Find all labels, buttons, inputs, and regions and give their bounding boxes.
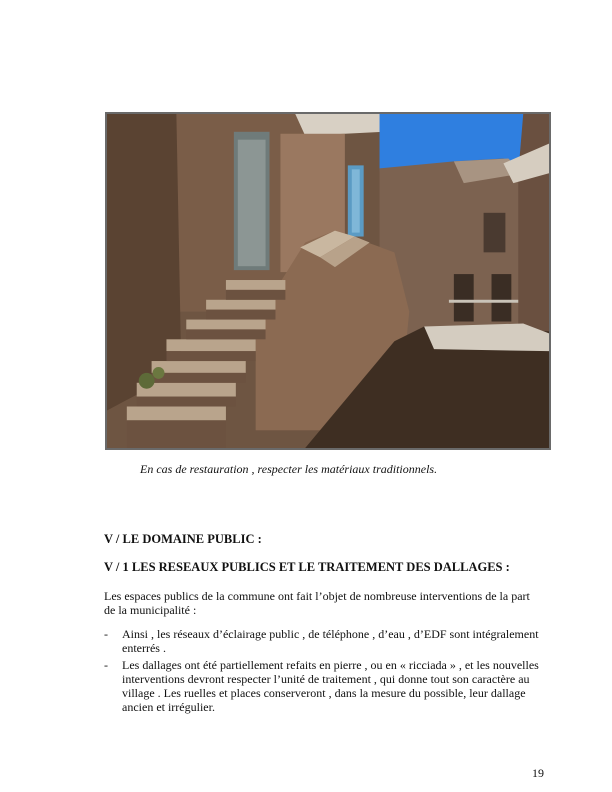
bullet-marker: -: [104, 658, 108, 672]
section-title: V / LE DOMAINE PUBLIC :: [104, 532, 262, 546]
photo-caption: En cas de restauration , respecter les matériaux traditionnels.: [140, 462, 438, 476]
list-item: [104, 658, 544, 714]
list-item: [104, 627, 544, 655]
subsection-title: V / 1 LES RESEAUX PUBLICS ET LE TRAITEMENT DES DALLAGES :: [104, 560, 510, 574]
bullet-list: [104, 627, 544, 717]
photo-illustration: [107, 114, 549, 448]
bullet-text: Les dallages ont été partiellement refaits en pierre , ou en « ricciada » , et les nouvelles interventions devront respecter l’unité de traitement , qui donne tout son caractère au village . Les ruelles et places conserveront , dans la mesure du possible, leur dallage ancien et irrégulier.: [122, 658, 539, 714]
page-number: 19: [532, 766, 544, 780]
bullet-text: Ainsi , les réseaux d’éclairage public , de téléphone , d’eau , d’EDF sont intégralement enterrés .: [122, 627, 539, 655]
photo-stone-staircase: [105, 112, 551, 450]
intro-paragraph: Les espaces publics de la commune ont fait l’objet de nombreuse interventions de la part de la municipalité :: [104, 589, 530, 617]
bullet-marker: -: [104, 627, 108, 641]
